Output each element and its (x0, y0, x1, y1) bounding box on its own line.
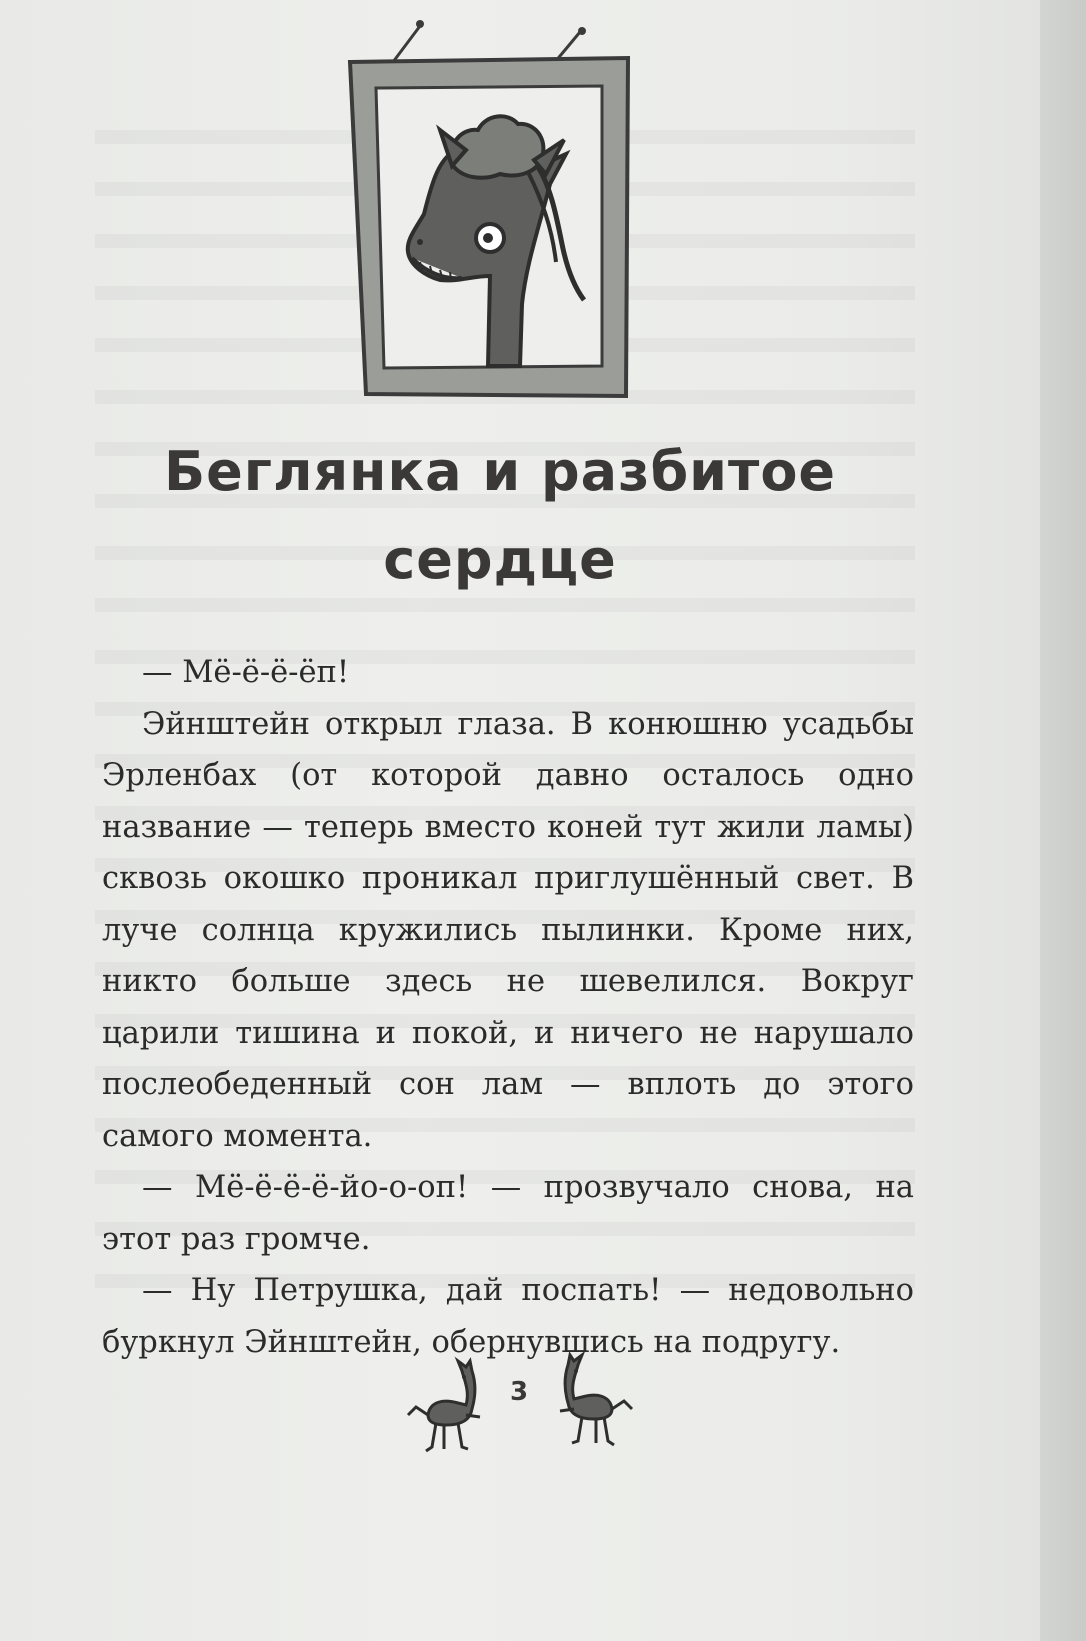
llama-doodle-icon (550, 1349, 640, 1449)
llama-portrait-illustration (340, 14, 640, 404)
chapter-title-line-1: Беглянка и разбитое (163, 440, 837, 503)
paragraph: — Мё-ё-ё-ёп! (142, 655, 350, 690)
paragraph: Эйнштейн открыл глаза. В конюшню усадьбы Эрленбах (от которой давно осталось одно название — теперь вместо коней тут жили ламы) сквозь окошко проникал приглушённый свет. В луче солнца кружились пылинки. Кроме них, никто больше здесь не шевелился. Вокруг царили тишина и покой, и ничего не нарушало послеобеденный сон лам — вплоть до этого самого момента. (102, 706, 914, 1154)
llama-doodle-icon (400, 1355, 490, 1455)
paragraph: — Мё-ё-ё-ё-йо-о-оп! — прозвучало снова, на этот раз громче. (102, 1170, 914, 1257)
paragraph: — Ну Петрушка, дай поспать! — недовольно буркнул Эйнштейн, обернувшись на подругу. (102, 1273, 914, 1360)
body-text (102, 647, 914, 1368)
page-edge (1040, 0, 1086, 1641)
page-footer (400, 1355, 640, 1455)
chapter-title-line-2: сердце (383, 528, 617, 591)
chapter-title (120, 428, 880, 604)
page-number: 3 (509, 1377, 529, 1407)
